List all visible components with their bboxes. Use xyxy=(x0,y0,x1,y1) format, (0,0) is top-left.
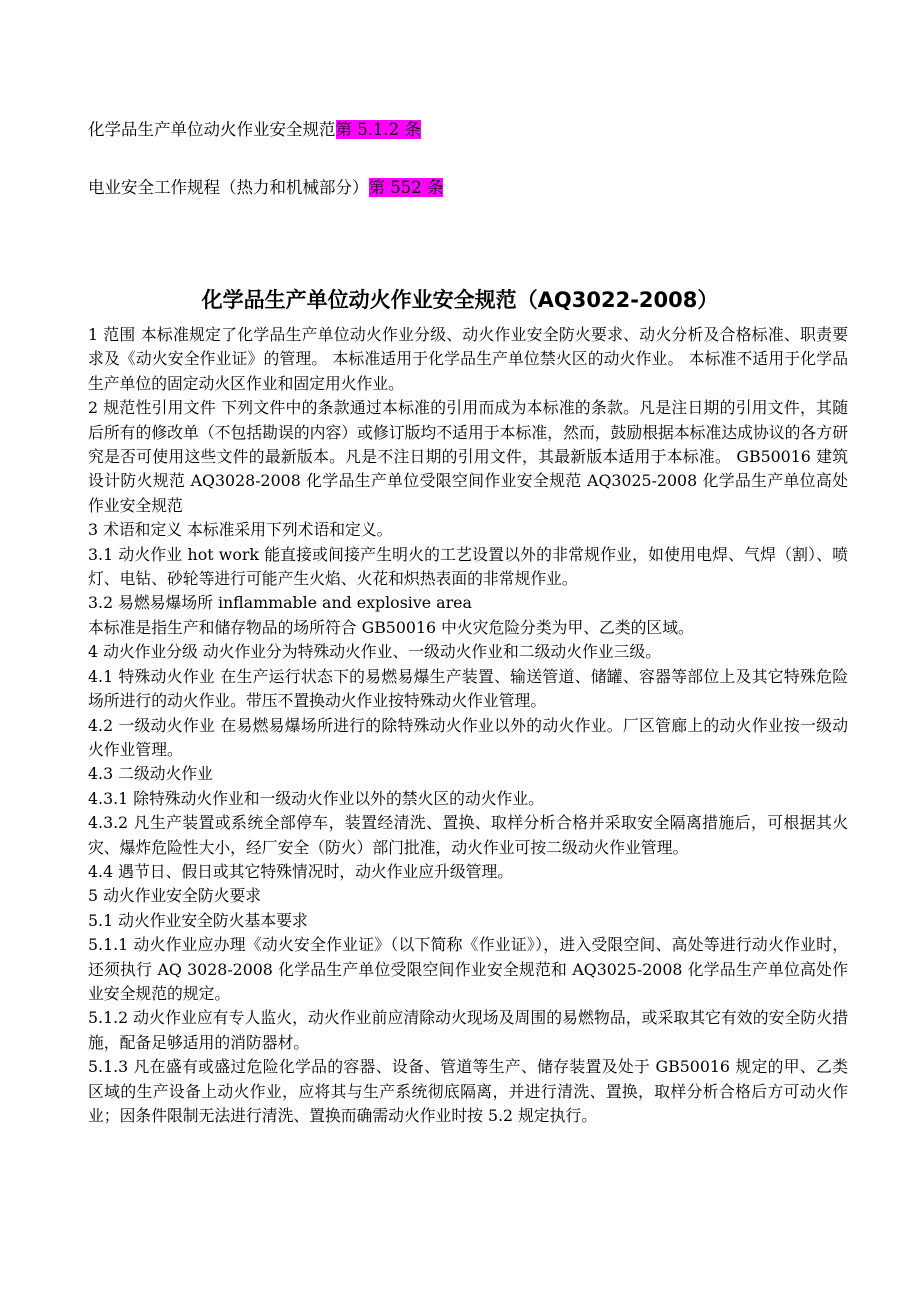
clause-5-1: 5.1 动火作业安全防火基本要求 xyxy=(88,910,308,930)
highlighted-clause: 第 552 条 xyxy=(368,178,444,197)
document-title: 化学品生产单位动火作业安全规范（AQ3022-2008） xyxy=(201,288,719,312)
document-body xyxy=(88,323,848,1128)
reference-text: 化学品生产单位动火作业安全规范 xyxy=(88,120,336,139)
clause-4-1: 4.1 特殊动火作业 在生产运行状态下的易燃易爆生产装置、输送管道、储罐、容器等部位上及其它特殊危险场所进行的动火作业。带压不置换动火作业按特殊动火作业管理。 xyxy=(88,666,848,711)
clause-4-3: 4.3 二级动火作业 xyxy=(88,764,213,784)
section-2-references: 2 规范性引用文件 下列文件中的条款通过本标准的引用而成为本标准的条款。凡是注日期的引用文件，其随后所有的修改单（不包括勘误的内容）或修订版均不适用于本标准，然而，鼓励根据本标准达成协议的各方研究是否可使用这些文件的最新版本。凡是不注日期的引用文件，其最新版本适用于本标准。 GB50016 建筑设计防火规范 AQ3028-2008 化学品生产单位受限空间作业安全规范 AQ3025-2008 化学品生产单位高处作业安全规范 xyxy=(88,398,848,515)
section-5-requirements: 5 动火作业安全防火要求 xyxy=(88,886,262,906)
term-3-2-definition: 本标准是指生产和储存物品的场所符合 GB50016 中火灾危险分类为甲、乙类的区域。 xyxy=(88,617,694,637)
reference-line-1 xyxy=(88,117,421,143)
reference-text: 电业安全工作规程（热力和机械部分） xyxy=(88,178,369,197)
term-3-1: 3.1 动火作业 hot work 能直接或间接产生明火的工艺设置以外的非常规作业，如使用电焊、气焊（割）、喷灯、电钻、砂轮等进行可能产生火焰、火花和炽热表面的非常规作业。 xyxy=(88,544,848,589)
clause-5-1-1: 5.1.1 动火作业应办理《动火安全作业证》（以下简称《作业证》），进入受限空间、高处等进行动火作业时，还须执行 AQ 3028-2008 化学品生产单位受限空间作业安全规范和 AQ3025-2008 化学品生产单位高处作业安全规范的规定。 xyxy=(88,935,848,1003)
clause-4-2: 4.2 一级动火作业 在易燃易爆场所进行的除特殊动火作业以外的动火作业。厂区管廊上的动火作业按一级动火作业管理。 xyxy=(88,715,848,759)
section-4-classification: 4 动火作业分级 动火作业分为特殊动火作业、一级动火作业和二级动火作业三级。 xyxy=(88,642,661,662)
clause-5-1-2: 5.1.2 动火作业应有专人监火，动火作业前应清除动火现场及周围的易燃物品，或采取其它有效的安全防火措施，配备足够适用的消防器材。 xyxy=(88,1008,848,1052)
term-3-2: 3.2 易燃易爆场所 inflammable and explosive area xyxy=(88,593,472,613)
clause-4-4: 4.4 遇节日、假日或其它特殊情况时，动火作业应升级管理。 xyxy=(88,861,514,881)
reference-line-2 xyxy=(88,175,443,201)
highlighted-clause: 第 5.1.2 条 xyxy=(335,120,421,139)
section-3-terms: 3 术语和定义 本标准采用下列术语和定义。 xyxy=(88,520,393,540)
clause-4-3-2: 4.3.2 凡生产装置或系统全部停车，装置经清洗、置换、取样分析合格并采取安全隔离措施后，可根据其火灾、爆炸危险性大小，经厂安全（防火）部门批准，动火作业可按二级动火作业管理。 xyxy=(88,813,848,857)
clause-5-1-3: 5.1.3 凡在盛有或盛过危险化学品的容器、设备、管道等生产、储存装置及处于 GB50016 规定的甲、乙类区域的生产设备上动火作业，应将其与生产系统彻底隔离，并进行清洗、置换，取样分析合格后方可动火作业；因条件限制无法进行清洗、置换而确需动火作业时按 5.2 规定执行。 xyxy=(88,1057,848,1125)
section-1-scope: 1 范围 本标准规定了化学品生产单位动火作业分级、动火作业安全防火要求、动火分析及合格标准、职责要求及《动火安全作业证》的管理。 本标准适用于化学品生产单位禁火区的动火作业。 本标准不适用于化学品生产单位的固定动火区作业和固定用火作业。 xyxy=(88,325,848,393)
clause-4-3-1: 4.3.1 除特殊动火作业和一级动火作业以外的禁火区的动火作业。 xyxy=(88,788,544,808)
